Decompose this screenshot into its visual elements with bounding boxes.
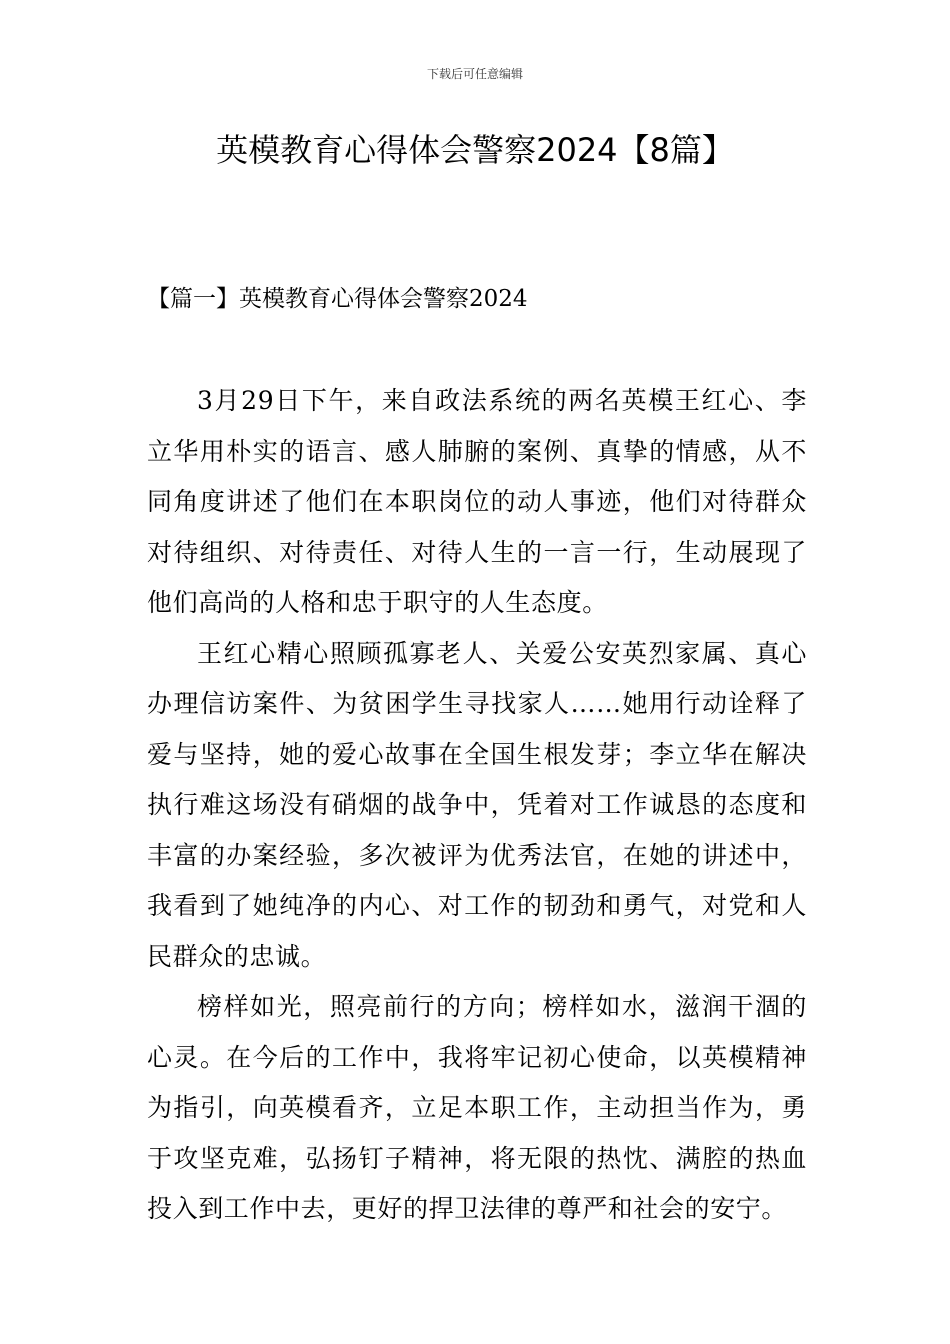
paragraph-3: 榜样如光，照亮前行的方向；榜样如水，滋润干涸的心灵。在今后的工作中，我将牢记初心使命，以英模精神为指引，向英模看齐，立足本职工作，主动担当作为，勇于攻坚克难，弘扬钉子精神，将无限的热忱、满腔的热血投入到工作中去，更好的捍卫法律的尊严和社会的安宁。 bbox=[147, 992, 807, 1223]
paragraph-1: 3月29日下午，来自政法系统的两名英模王红心、李立华用朴实的语言、感人肺腑的案例、真挚的情感，从不同角度讲述了他们在本职岗位的动人事迹，他们对待群众对待组织、对待责任、对待人生的一言一行，生动展现了他们高尚的人格和忠于职守的人生态度。 bbox=[147, 386, 807, 617]
section-heading: 【篇一】英模教育心得体会警察2024 bbox=[147, 286, 528, 312]
paragraph-2: 王红心精心照顾孤寡老人、关爱公安英烈家属、真心办理信访案件、为贫困学生寻找家人……她用行动诠释了爱与坚持，她的爱心故事在全国生根发芽；李立华在解决执行难这场没有硝烟的战争中，凭着对工作诚恳的态度和丰富的办案经验，多次被评为优秀法官，在她的讲述中，我看到了她纯净的内心、对工作的韧劲和勇气，对党和人民群众的忠诚。 bbox=[147, 638, 807, 971]
header-note: 下载后可任意编辑 bbox=[426, 67, 523, 81]
section-body bbox=[147, 376, 807, 1235]
document-title: 英模教育心得体会警察2024【8篇】 bbox=[216, 131, 734, 169]
